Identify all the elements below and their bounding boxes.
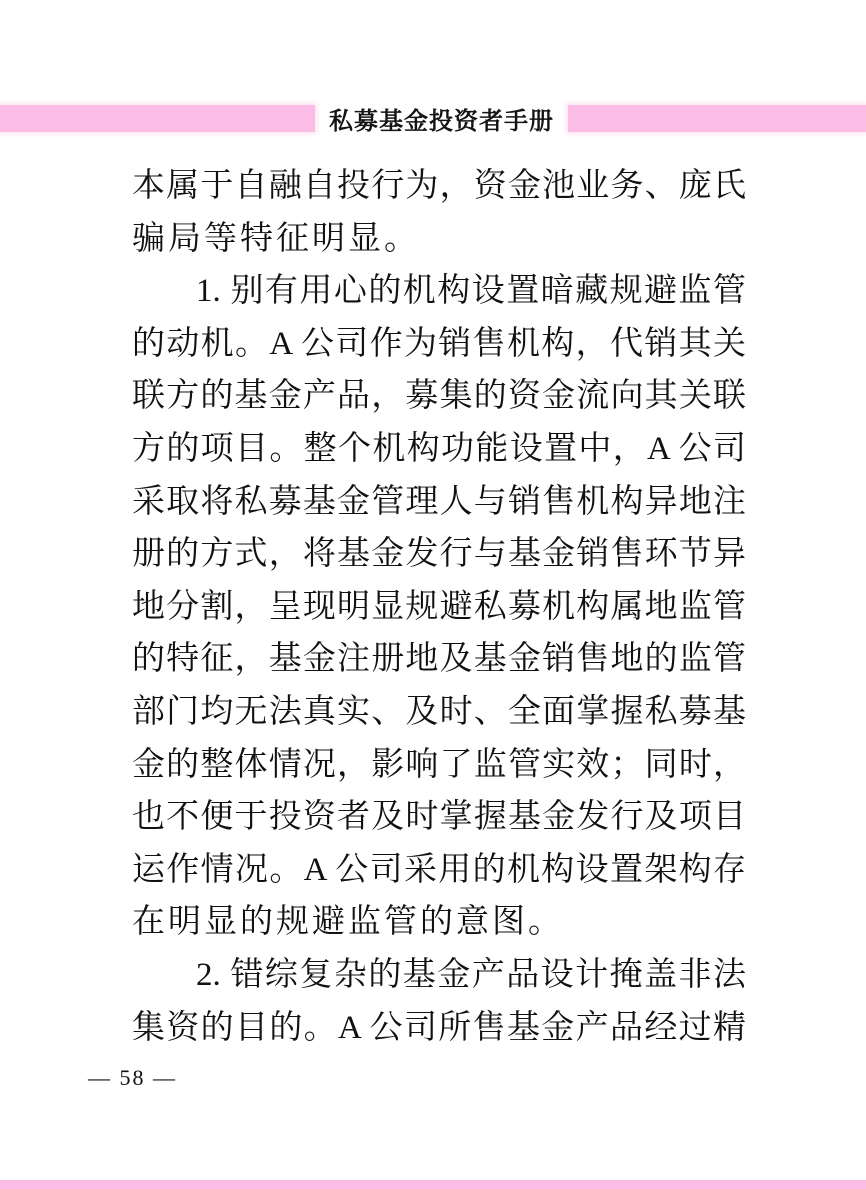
- footer-bar: [0, 1180, 866, 1189]
- text-line: 的特征，基金注册地及基金销售地的监管: [132, 641, 746, 678]
- text-line: 册的方式，将基金发行与基金销售环节异: [132, 536, 746, 573]
- text-line: 采取将私募基金管理人与销售机构异地注: [132, 483, 746, 520]
- text-line: 部门均无法真实、及时、全面掌握私募基: [132, 693, 746, 730]
- page-title: 私募基金投资者手册: [329, 108, 554, 135]
- text-line: 方的项目。整个机构功能设置中，A 公司: [132, 430, 746, 467]
- text-line: 运作情况。A 公司采用的机构设置架构存: [132, 851, 746, 888]
- running-head: [0, 104, 866, 135]
- header-right-bar: [568, 105, 866, 132]
- page-number: — 58 —: [88, 1065, 177, 1090]
- text-line: 本属于自融自投行为，资金池业务、庞氏: [132, 168, 746, 204]
- text-line: 地分割，呈现明显规避私募机构属地监管: [132, 588, 746, 625]
- text-line: 也不便于投资者及时掌握基金发行及项目: [132, 799, 746, 836]
- text-line: 金的整体情况，影响了监管实效；同时，: [132, 746, 746, 783]
- text-line: 的动机。A 公司作为销售机构，代销其关: [132, 325, 746, 362]
- text-line: 2. 错综复杂的基金产品设计掩盖非法: [196, 956, 746, 993]
- text-line: 骗局等特征明显。: [132, 220, 420, 257]
- text-line: 集资的目的。A 公司所售基金产品经过精: [132, 1009, 746, 1046]
- text-line: 在明显的规避监管的意图。: [132, 904, 564, 941]
- text-line: 1. 别有用心的机构设置暗藏规避监管: [196, 273, 746, 310]
- text-line: 联方的基金产品，募集的资金流向其关联: [132, 378, 746, 415]
- header-left-bar: [0, 105, 315, 132]
- body-text: [132, 160, 746, 1054]
